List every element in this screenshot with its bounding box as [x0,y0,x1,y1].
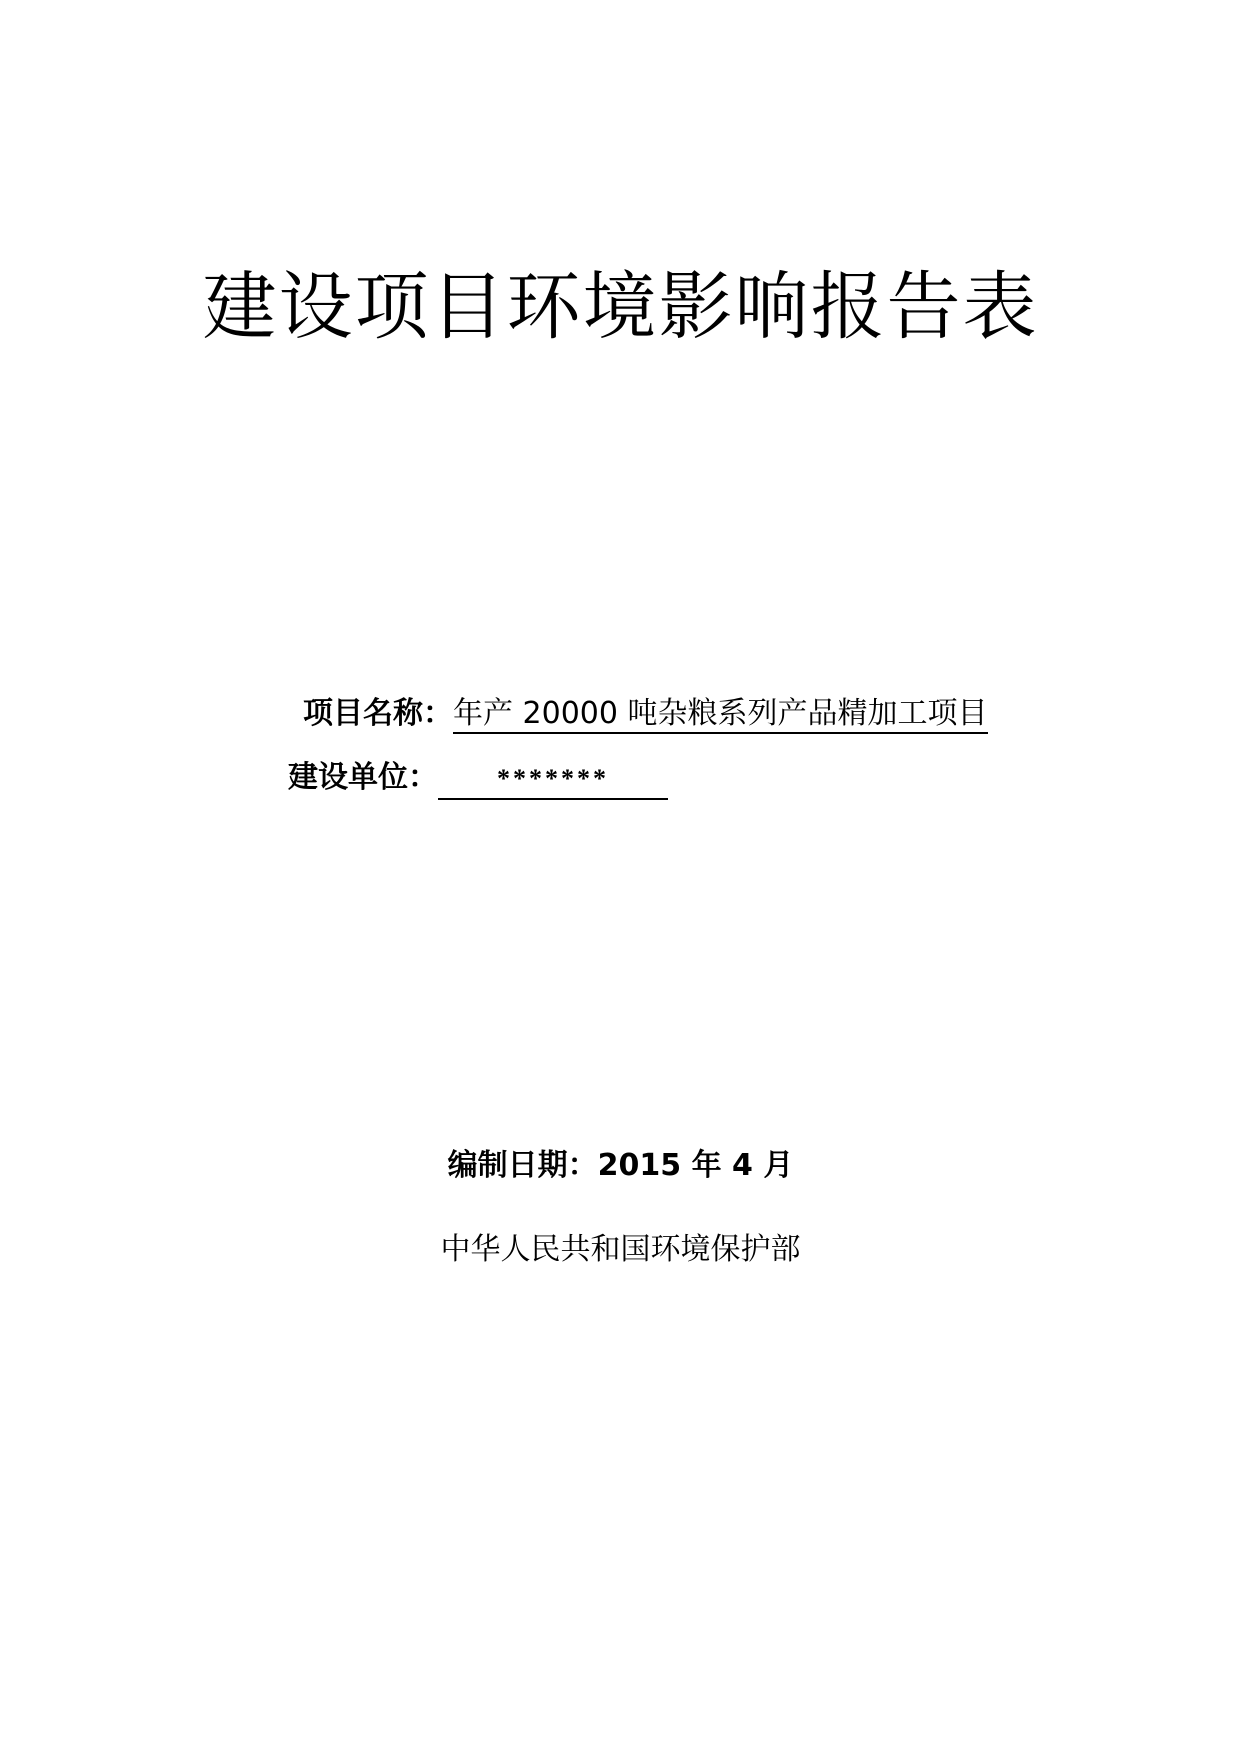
document-title: 建设项目环境影响报告表 [202,264,1039,350]
project-name-value: 年产 20000 吨杂粮系列产品精加工项目 [453,696,988,734]
compilation-date: 编制日期：2015 年 4 月 [447,1148,794,1183]
publisher: 中华人民共和国环境保护部 [440,1232,801,1267]
project-name-field [303,694,988,734]
project-name-label: 项目名称： [303,696,453,731]
construction-unit-value: ******* [438,761,668,800]
construction-unit-field [288,758,668,800]
construction-unit-label: 建设单位： [288,760,438,795]
